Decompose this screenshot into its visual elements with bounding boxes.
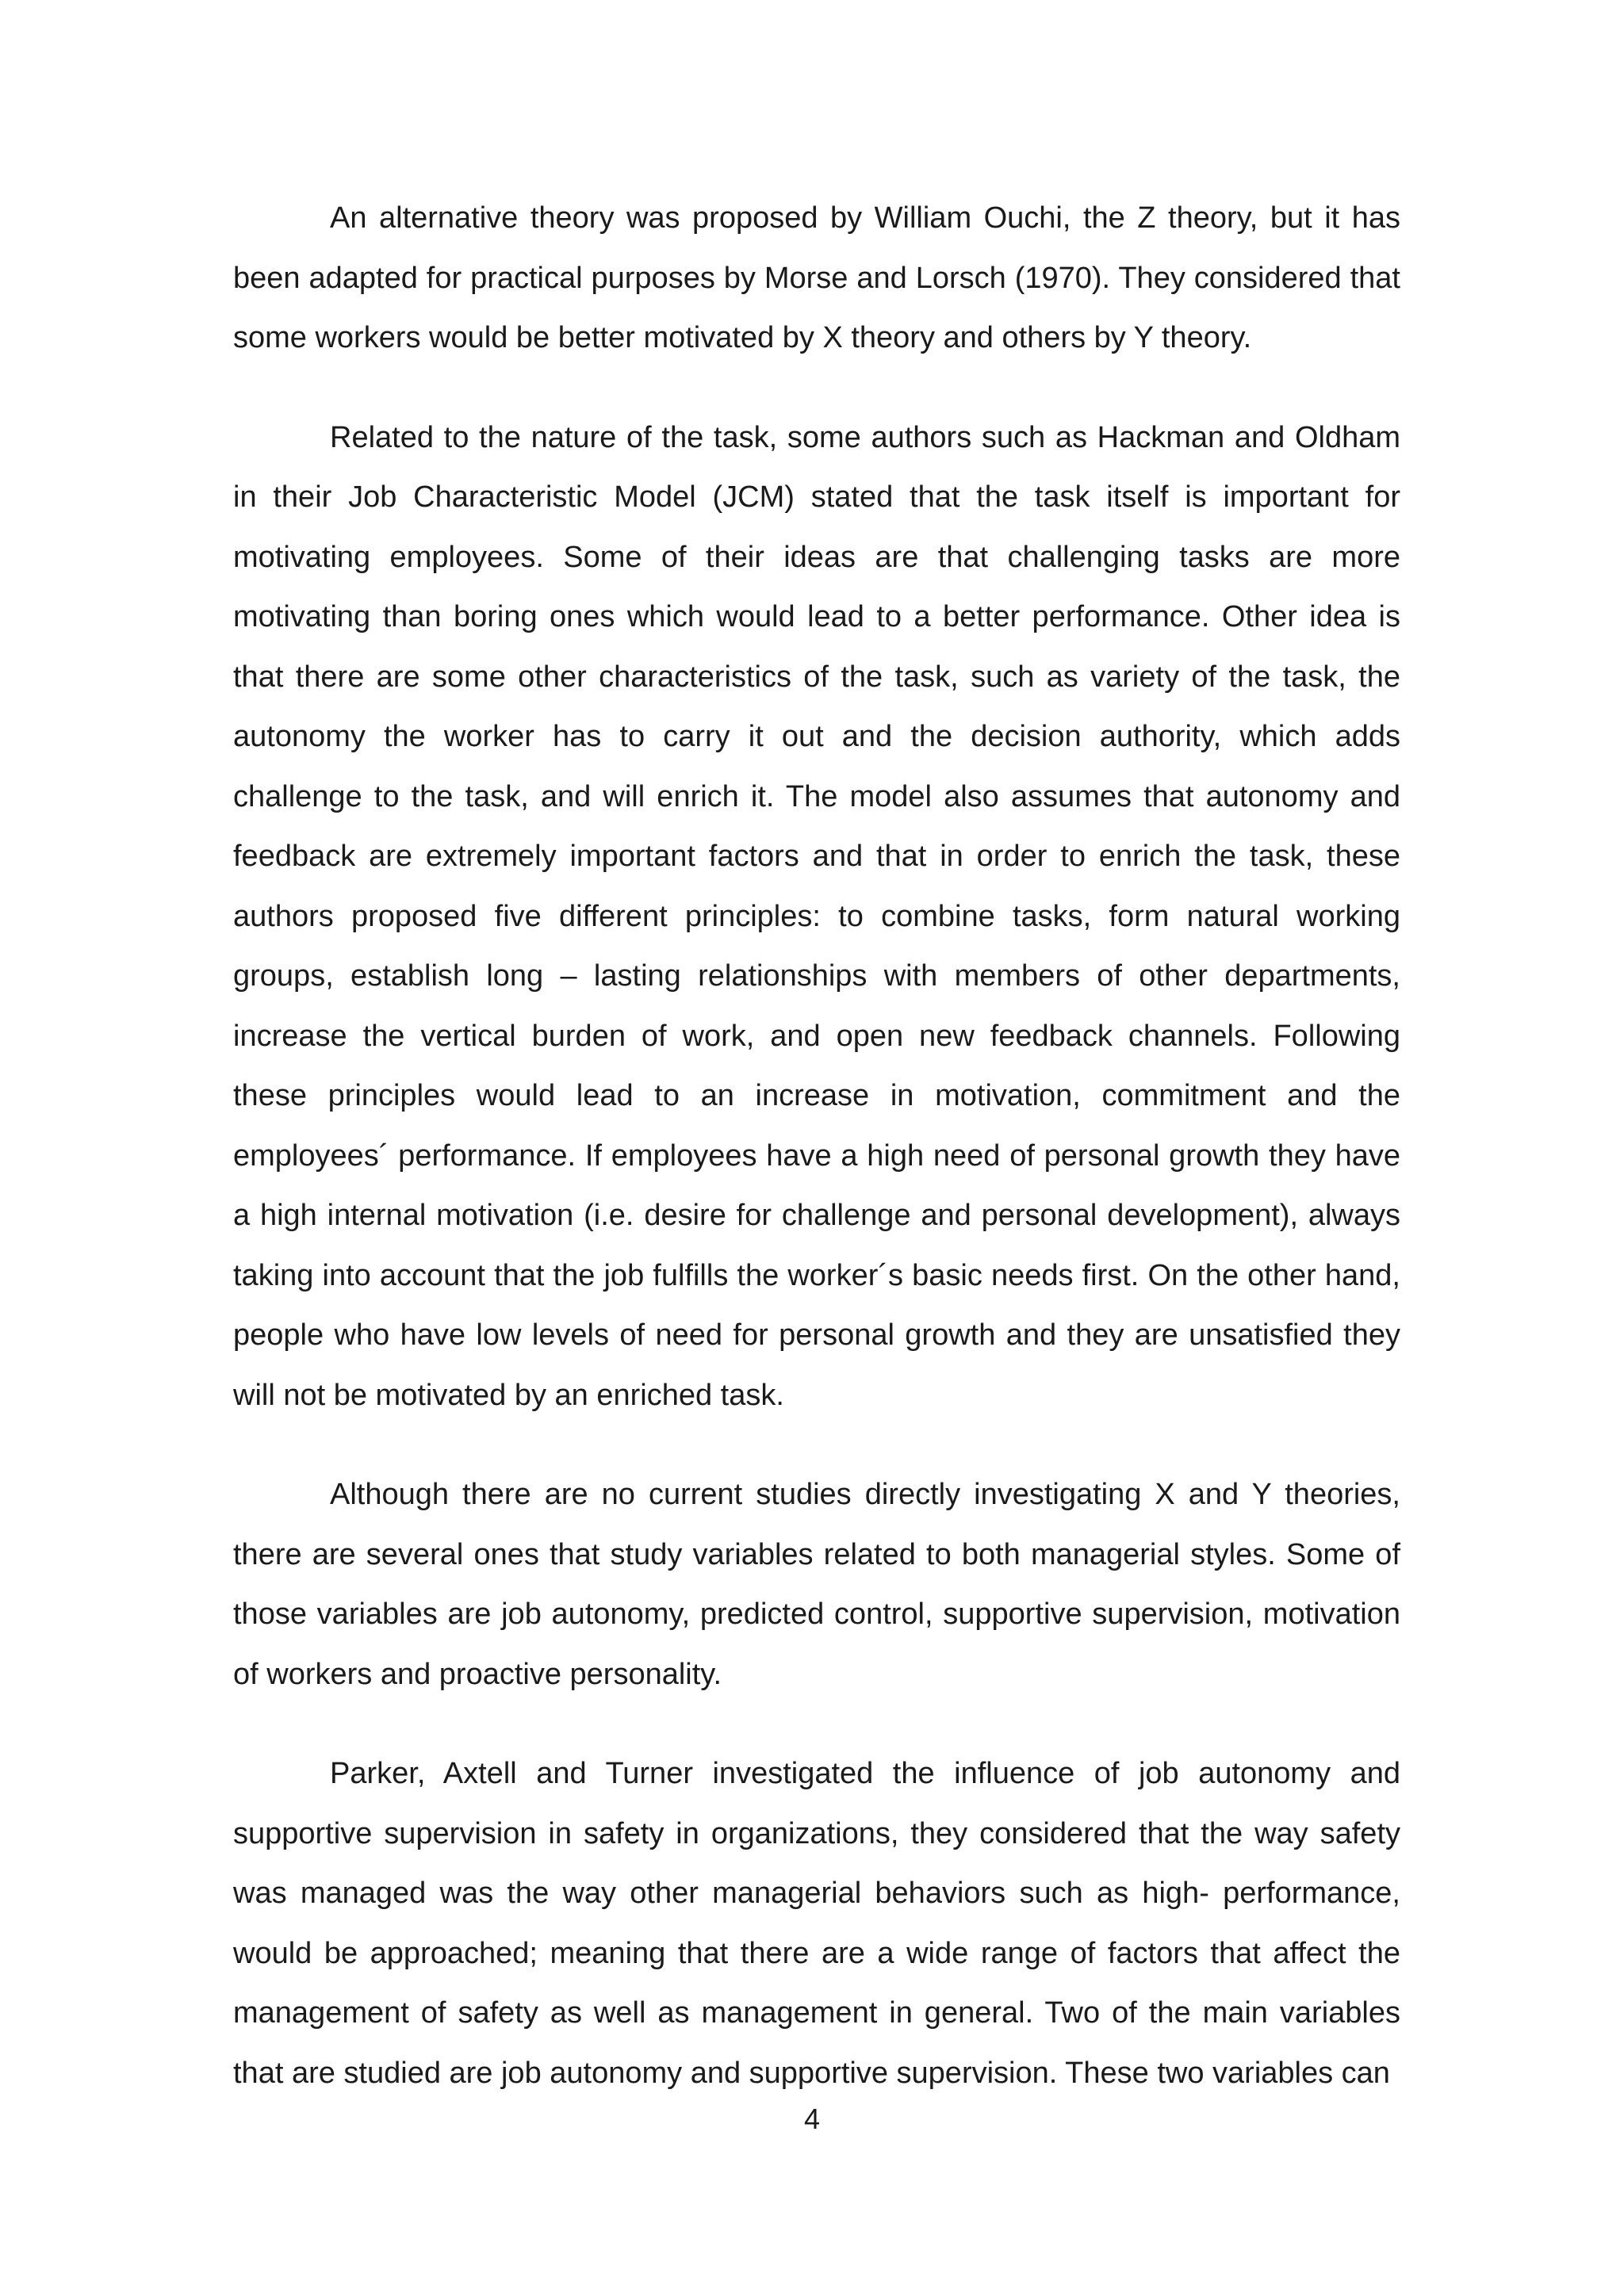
paragraph-x-y-theories-studies: Although there are no current studies directly investigating X and Y theories, there are several ones that study variables related to both managerial styles. Some of those variables are job autonomy, predicted control, supportive supervision, motivation of workers and proactive personality. [233,1478,1400,1691]
page-number: 4 [803,2103,821,2135]
paragraph-ouchi-z-theory: An alternative theory was proposed by William Ouchi, the Z theory, but it has been adapted for practical purposes by Morse and Lorsch (1970). They considered that some workers would be better motivated by X theory and others by Y theory. [233,201,1400,354]
body-text [233,189,1400,2143]
paragraph-parker-axtell-turner: Parker, Axtell and Turner investigated the influence of job autonomy and supportive supervision in safety in organizations, they considered that the way safety was managed was the way other managerial behaviors such as high- performance, would be approached; meaning that there are a wide range of factors that affect the management of safety as well as management in general. Two of the main variables that are studied are job autonomy and supportive supervision. These two variables can [233,1757,1400,2090]
paragraph-job-characteristic-model: Related to the nature of the task, some authors such as Hackman and Oldham in their Job Characteristic Model (JCM) stated that the task itself is important for motivating employees. Some of their ideas are that challenging tasks are more motivating than boring ones which would lead to a better performance. Other idea is that there are some other characteristics of the task, such as variety of the task, the autonomy the worker has to carry it out and the decision authority, which adds challenge to the task, and will enrich it. The model also assumes that autonomy and feedback are extremely important factors and that in order to enrich the task, these authors proposed five different principles: to combine tasks, form natural working groups, establish long – lasting relationships with members of other departments, increase the vertical burden of work, and open new feedback channels. Following these principles would lead to an increase in motivation, commitment and the employees´ performance. If employees have a high need of personal growth they have a high internal motivation (i.e. desire for challenge and personal development), always taking into account that the job fulfills the worker´s basic needs first. On the other hand, people who have low levels of need for personal growth and they are unsatisfied they will not be motivated by an enriched task. [233,420,1400,1412]
